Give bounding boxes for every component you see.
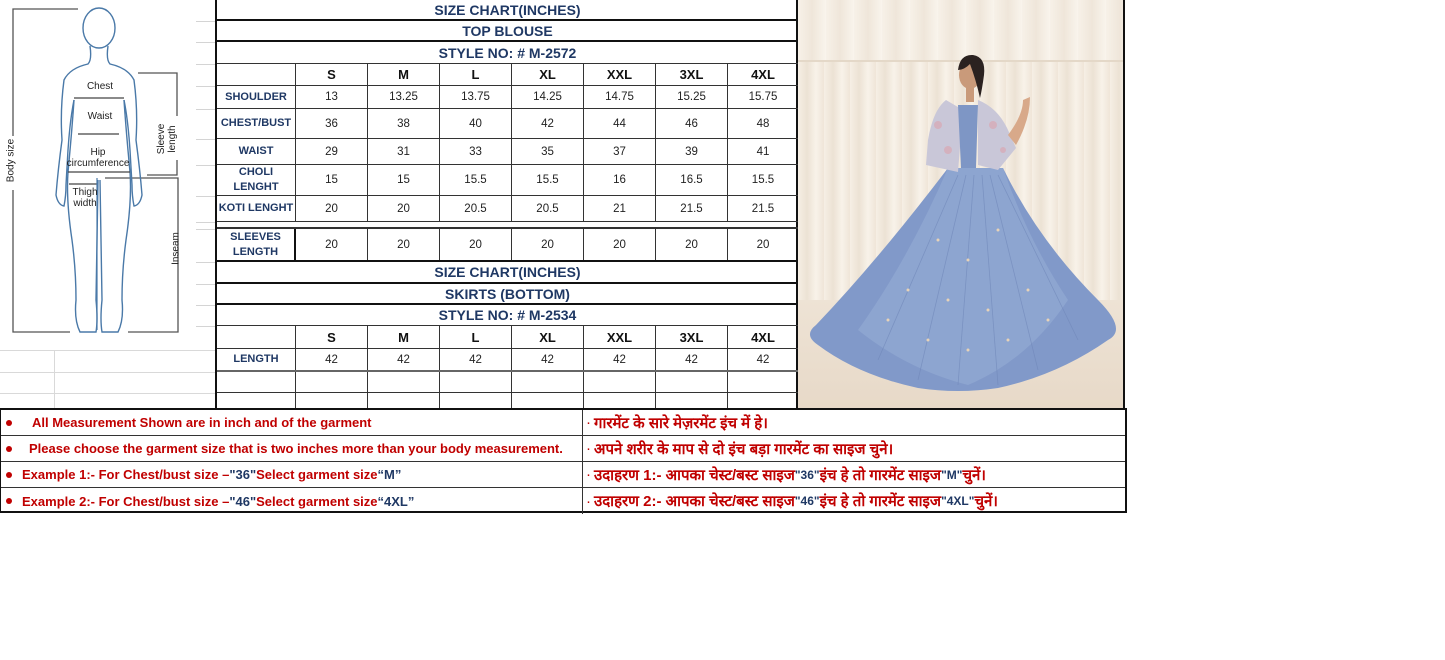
bottom-chart-style-no: STYLE NO: # M-2534 [217,305,798,326]
size-header: L [440,326,512,348]
highlight-value: "46" [794,494,820,508]
bottom-size-header-row [217,326,798,349]
note-text: इंच हे तो गारमेंट साइज [819,493,942,510]
highlight-value: "46" [229,493,257,509]
value-cell: 20 [656,229,728,260]
value-cell: 15.25 [656,86,728,108]
empty-cell [512,393,584,408]
value-cell: 48 [756,117,770,130]
value-cell: 35 [512,139,584,164]
row-label: SHOULDER [217,86,296,108]
gridline [0,393,215,394]
value-cell: 13.25 [368,86,440,108]
note-row [1,436,1125,462]
value-cell: 20 [368,196,440,221]
model-figure-icon [798,0,1125,408]
note-english [1,488,583,514]
notes-section [0,408,1127,513]
top-chart-title: SIZE CHART(INCHES) [217,0,798,21]
value-cell: 20 [512,229,584,260]
value-cell: 15 [368,165,440,195]
value-cell: 42 [512,109,584,138]
note-text: गारमेंट के सारे मेज़रमेंट इंच में हे। [594,414,768,432]
value-cell: 20 [756,238,770,251]
note-text: चुनें। [962,466,986,484]
size-header: 3XL [656,64,728,85]
empty-cell [656,372,728,392]
note-row [1,488,1125,514]
value-cell: 20 [296,196,368,221]
value-cell: 15.75 [748,91,778,103]
table-row-koti-length [217,196,798,222]
size-header: 4XL [751,67,775,82]
value-cell: 20.5 [440,196,512,221]
thigh-label: Thigh width [72,187,98,209]
size-header: S [296,64,368,85]
size-header: XXL [584,64,656,85]
size-header: S [296,326,368,348]
row-label: LENGTH [217,349,296,370]
value-cell: 38 [368,109,440,138]
top-chart-style-no: STYLE NO: # M-2572 [217,42,798,64]
size-header: 4XL [751,329,775,345]
value-cell: 42 [368,349,440,370]
row-label: KOTI LENGHT [217,196,296,221]
bullet-icon [6,446,12,452]
row-label: CHOLI LENGHT [217,165,296,195]
note-hindi [583,462,1125,487]
value-cell: 44 [584,109,656,138]
waist-label: Waist [87,111,113,122]
hip-label: Hip circumference [66,147,130,169]
table-row-shoulder [217,86,798,109]
header-blank [217,326,296,348]
header-blank [217,64,296,85]
value-cell: 14.75 [584,86,656,108]
value-cell: 15.5 [440,165,512,195]
row-label: CHEST/BUST [217,109,296,138]
empty-row [217,372,798,393]
value-cell: 42 [296,349,368,370]
bottom-chart-subtitle: SKIRTS (BOTTOM) [217,284,798,305]
size-header: M [368,64,440,85]
table-row-chest-bust [217,109,798,139]
value-cell: 40 [440,109,512,138]
chest-label: Chest [86,81,114,92]
empty-cell [296,372,368,392]
empty-cell [728,372,798,392]
note-text: Example 2:- For Chest/bust size – [22,493,230,509]
gridline [54,350,55,408]
empty-cell [296,393,368,408]
table-row-sleeves-length [217,229,798,262]
value-cell: 36 [296,109,368,138]
dot-icon: · [586,492,591,510]
size-header: XXL [584,326,656,348]
note-text: अपने शरीर के माप से दो इंच बड़ा गारमेंट का साइज चुने। [594,440,894,458]
value-cell: 13 [296,86,368,108]
value-cell: 14.25 [512,86,584,108]
value-cell: 15.5 [512,165,584,195]
sleeve-length-label: Sleeve length [156,123,178,155]
empty-cell [656,393,728,408]
gridline [0,372,215,373]
size-header: L [440,64,512,85]
highlight-size: “4XL” [377,493,415,509]
note-hindi [583,436,1125,461]
value-cell: 37 [584,139,656,164]
empty-cell [440,393,512,408]
bullet-icon [6,420,12,426]
empty-cell [584,393,656,408]
gridline [0,350,215,351]
highlight-value: "36" [229,467,257,482]
note-row [1,462,1125,488]
value-cell: 20.5 [512,196,584,221]
note-text: Example 1:- For Chest/bust size – [22,467,230,482]
inseam-label: Inseam [170,232,182,265]
empty-cell [217,372,296,392]
value-cell: 42 [756,353,770,366]
note-text: इंच हे तो गारमेंट साइज [819,466,942,484]
note-english [1,462,583,487]
value-cell: 42 [440,349,512,370]
empty-cell [368,372,440,392]
value-cell: 15 [296,165,368,195]
value-cell: 20 [296,229,368,260]
empty-cell [584,372,656,392]
empty-row [217,393,798,408]
empty-cell [217,393,296,408]
empty-cell [512,372,584,392]
highlight-size: "M" [941,467,963,482]
row-label: SLEEVES LENGTH [217,229,296,260]
body-outline-icon [0,0,215,340]
value-cell: 29 [296,139,368,164]
value-cell: 21.5 [751,202,775,215]
value-cell: 31 [368,139,440,164]
bullet-icon [6,472,12,478]
top-size-header-row [217,64,798,86]
highlight-size: “M” [377,467,402,482]
value-cell: 42 [512,349,584,370]
value-cell: 42 [656,349,728,370]
value-cell: 21.5 [656,196,728,221]
bottom-chart-title: SIZE CHART(INCHES) [217,262,798,284]
value-cell: 21 [584,196,656,221]
size-header: XL [512,326,584,348]
empty-cell [368,393,440,408]
empty-cell [728,393,798,408]
note-english [1,410,583,435]
table-row-length [217,349,798,372]
size-header: M [368,326,440,348]
body-size-label: Body size [5,138,17,183]
dot-icon: · [586,414,591,431]
note-text: उदाहरण 1:- आपका चेस्ट/बस्ट साइज [594,466,795,484]
note-hindi [583,410,1125,435]
value-cell: 39 [656,139,728,164]
size-header: 3XL [656,326,728,348]
value-cell: 20 [584,229,656,260]
empty-cell [440,372,512,392]
value-cell: 16 [584,165,656,195]
size-header: XL [512,64,584,85]
table-row-choli-length [217,165,798,196]
note-hindi [583,488,1125,514]
highlight-value: "36" [794,467,820,482]
top-chart-subtitle: TOP BLOUSE [217,21,798,42]
dot-icon: · [586,466,591,483]
value-cell: 41 [756,145,770,158]
value-cell: 20 [368,229,440,260]
value-cell: 20 [440,229,512,260]
row-label: WAIST [217,139,296,164]
value-cell: 13.75 [440,86,512,108]
table-row-waist [217,139,798,165]
note-text: Select garment size [256,467,378,482]
highlight-size: "4XL" [941,494,975,508]
value-cell: 33 [440,139,512,164]
note-text: All Measurement Shown are in inch and of the garment [32,415,372,430]
note-text: Please choose the garment size that is two inches more than your body measurement. [29,441,563,456]
dot-icon: · [586,440,591,457]
value-cell: 15.5 [751,174,775,186]
value-cell: 42 [584,349,656,370]
note-row [1,410,1125,436]
body-measurement-figure [0,0,215,408]
note-text: चुनें। [974,493,998,510]
note-text: उदाहरण 2:- आपका चेस्ट/बस्ट साइज [594,493,795,510]
size-chart-table [215,0,798,408]
note-text: Select garment size [256,493,378,509]
note-english [1,436,583,461]
value-cell: 46 [656,109,728,138]
bullet-icon [6,498,12,504]
product-photo [798,0,1125,408]
value-cell: 16.5 [656,165,728,195]
spacer-row [217,222,798,229]
